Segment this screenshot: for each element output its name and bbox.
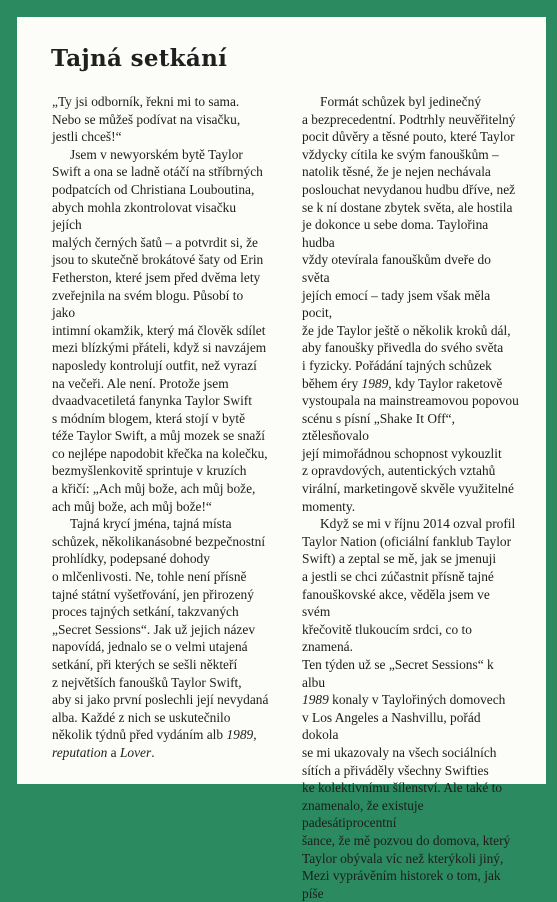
- invitation-text-a: Když se mi v říjnu 2014 ozval profil Taylor Nation (oficiální fanklub Taylor Swift) a zeptal se mě, jak se jmenuji a jestli se chci zúčastnit přísně tajné fanouškovské akce, věděla jsem ve svém křečovitě tlukoucím srdci, co to znamená. Ten týden už se „Secret Sessions“ k albu: [302, 516, 516, 690]
- right-column: [302, 93, 519, 902]
- secret-sessions-paragraph: [52, 515, 269, 761]
- format-text-end: , kdy Taylor raketově vystoupala na mainstreamovou popovou scénu s písní „Shake It Off“, ztělesňovalo její mimořádnou schopnost vykouzlit z opravdových, autentických vztahů virální, marketingově skvěle využitelné momenty.: [302, 375, 519, 514]
- album-lover: Lover: [119, 744, 152, 760]
- conjunction: a: [110, 744, 117, 760]
- invitation-text-b: konaly v Taylořiných domovech v Los Angeles a Nashvillu, pořád dokola se mi ukazovaly na všech sociálních sítích a přiváděly všechny Swifties ke kolektivnímu šílenství. Ale také to znamenalo, že existuje padesátiprocentní šance, že mě pozvou do domova, který Taylor obývala víc než kterýkoli jiný, Mezi vyprávěním historek o tom, jak píše: [302, 692, 511, 901]
- invitation-album-1989: 1989: [302, 692, 329, 708]
- secret-sessions-text: Tajná krycí jména, tajná místa schůzek, několikanásobné bezpečnostní prohlídky, podepsané dohody o mlčenlivosti. Ne, tohle není přísně tajné státní vyšetřování, jen přirozený proces tajných setkání, takzvaných „Secret Sessions“. Jak už jejich název napovídá, jednalo se o velmi utajená setkání, při kterých se sešli někteří z největších fanoušků Taylor Swift, aby si jako první poslechli její nevydaná alba. Každé z nich se uskutečnilo několik týdnů před vydáním alb: [52, 516, 269, 743]
- apartment-paragraph: Jsem v newyorském bytě Taylor Swift a ona se ladně otáčí na stříbrných podpatcích od Christiana Louboutina, abych mohla zkontrolovat visačku jejích malých černých šatů – a potvrdit si, že jsou to skutečně brokátové šaty od Erin Fetherston, které jsem před dvěma lety zveřejnila na svém blogu. Působí to jako intimní okamžik, který má člověk sdílet mezi blízkými přáteli, když si navzájem naposledy kontrolují outfit, než vyrazí na večeři. Ale není. Protože jsem dvaadvacetiletá fanynka Taylor Swift s módním blogem, která stojí v bytě téže Taylor Swift, a můj mozek se snaží co nejlépe napodobit křečka na kolečku, bezmyšlenkovitě sprintuje v kruzích a křičí: „Ach můj bože, ach můj bože, ach můj bože, ach můj bože!“: [52, 146, 268, 514]
- opening-quote-paragraph: „Ty jsi odborník, řekni mi to sama. Nebo se můžeš podívat na visačku, jestli chceš!“: [52, 94, 241, 145]
- album-reputation: reputation: [52, 744, 108, 760]
- album-1989: 1989: [226, 727, 254, 743]
- era-1989: 1989: [361, 375, 389, 391]
- book-page: [17, 17, 546, 901]
- chapter-title: Tajná setkání: [51, 45, 228, 72]
- invitation-paragraph: [302, 515, 519, 902]
- format-paragraph: [302, 93, 519, 515]
- comma: ,: [253, 727, 257, 743]
- format-text: Formát schůzek byl jedinečný a bezprecedentní. Podtrhly neuvěřitelný pocit důvěry a těsné pouto, které Taylor vždycky cítila ke svým fanouškům – natolik těsné, že je nejen nechávala poslouchat nevydanou hudbu dříve, než se k ní dostane zbytek světa, ale hostila je dokonce u sebe doma. Taylořina hudba vždy otevírala fanouškům dveře do světa jejích emocí – tady jsem však měla pocit, že jde Taylor ještě o několik kroků dál, aby fanoušky přivedla do svého světa i fyzicky. Pořádání tajných schůzek během éry: [302, 94, 516, 391]
- period: .: [151, 744, 155, 760]
- left-column: [52, 93, 269, 762]
